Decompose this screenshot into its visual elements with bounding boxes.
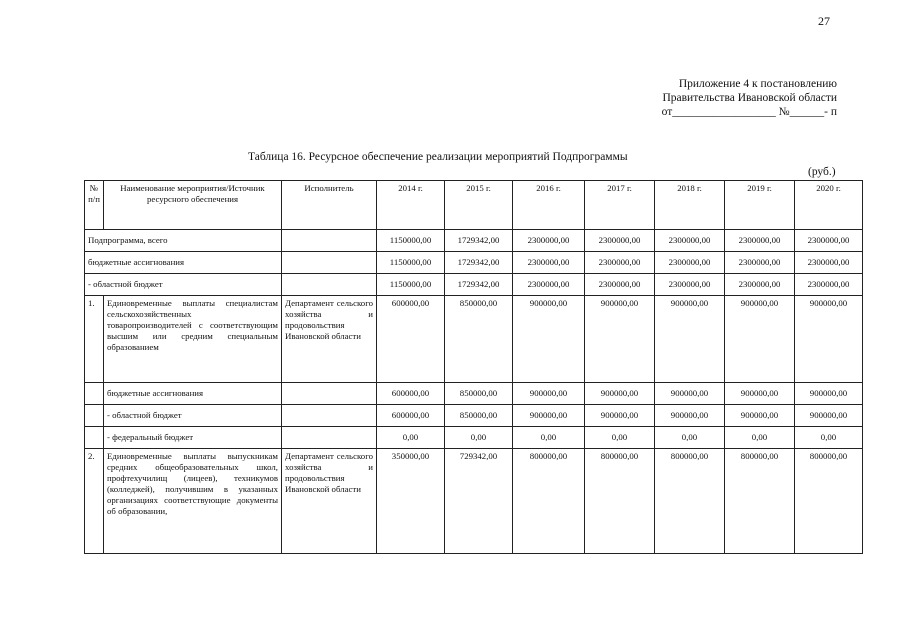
row-executor <box>282 274 377 296</box>
value-cell: 900000,00 <box>795 296 863 383</box>
table-row-item-1-federal-budget <box>85 427 863 449</box>
value-cell: 2300000,00 <box>655 230 725 252</box>
value-cell: 0,00 <box>377 427 445 449</box>
row-executor <box>282 427 377 449</box>
row-num-empty <box>85 405 104 427</box>
value-cell: 900000,00 <box>513 296 585 383</box>
row-executor <box>282 252 377 274</box>
resource-table <box>84 180 863 554</box>
table-row-budget-allocations <box>85 252 863 274</box>
value-cell: 900000,00 <box>513 405 585 427</box>
appendix-header <box>620 77 837 119</box>
row-label: - областной бюджет <box>85 274 282 296</box>
header-num: № п/п <box>85 181 104 230</box>
value-cell: 2300000,00 <box>795 252 863 274</box>
value-cell: 900000,00 <box>655 296 725 383</box>
header-executor: Исполнитель <box>282 181 377 230</box>
row-label: - федеральный бюджет <box>104 427 282 449</box>
table-row-item-1-budget-allocations <box>85 383 863 405</box>
item-executor: Департамент сельского хозяйства и продовольствия Ивановской области <box>282 296 377 383</box>
value-cell: 900000,00 <box>725 405 795 427</box>
row-label: бюджетные ассигнования <box>85 252 282 274</box>
value-cell: 900000,00 <box>795 405 863 427</box>
item-name: Единовременные выплаты выпускникам средних общеобразовательных школ, профтехучилищ (лицеев), техникумов (колледжей), получившим в указанных организациях соответствующие документы об образовании, <box>104 449 282 554</box>
value-cell: 1729342,00 <box>445 252 513 274</box>
value-cell: 800000,00 <box>795 449 863 554</box>
table-row-item-2 <box>85 449 863 554</box>
item-number: 1. <box>85 296 104 383</box>
value-cell: 2300000,00 <box>513 252 585 274</box>
value-cell: 2300000,00 <box>725 252 795 274</box>
value-cell: 729342,00 <box>445 449 513 554</box>
value-cell: 2300000,00 <box>655 252 725 274</box>
appendix-line-3: от__________________ №______- п <box>661 106 837 118</box>
header-year-2017: 2017 г. <box>585 181 655 230</box>
value-cell: 1729342,00 <box>445 230 513 252</box>
value-cell: 800000,00 <box>655 449 725 554</box>
row-label: бюджетные ассигнования <box>104 383 282 405</box>
header-year-2014: 2014 г. <box>377 181 445 230</box>
value-cell: 600000,00 <box>377 405 445 427</box>
header-year-2015: 2015 г. <box>445 181 513 230</box>
row-label: - областной бюджет <box>104 405 282 427</box>
item-name: Единовременные выплаты специалистам сельскохозяйственных товаропроизводителей с соответствующим высшим или средним специальным образованием <box>104 296 282 383</box>
value-cell: 2300000,00 <box>513 230 585 252</box>
unit-label: (руб.) <box>808 166 836 178</box>
page-number: 27 <box>818 14 830 28</box>
table-row-item-1 <box>85 296 863 383</box>
value-cell: 0,00 <box>795 427 863 449</box>
header-year-2019: 2019 г. <box>725 181 795 230</box>
value-cell: 0,00 <box>513 427 585 449</box>
row-num-empty <box>85 427 104 449</box>
table-row-regional-budget <box>85 274 863 296</box>
value-cell: 2300000,00 <box>513 274 585 296</box>
value-cell: 900000,00 <box>655 383 725 405</box>
value-cell: 900000,00 <box>655 405 725 427</box>
value-cell: 0,00 <box>585 427 655 449</box>
value-cell: 1150000,00 <box>377 252 445 274</box>
row-num-empty <box>85 383 104 405</box>
row-executor <box>282 383 377 405</box>
value-cell: 2300000,00 <box>585 252 655 274</box>
header-year-2018: 2018 г. <box>655 181 725 230</box>
row-executor <box>282 230 377 252</box>
value-cell: 2300000,00 <box>585 230 655 252</box>
item-number: 2. <box>85 449 104 554</box>
value-cell: 1150000,00 <box>377 274 445 296</box>
header-year-2020: 2020 г. <box>795 181 863 230</box>
value-cell: 2300000,00 <box>795 274 863 296</box>
value-cell: 2300000,00 <box>725 274 795 296</box>
value-cell: 850000,00 <box>445 383 513 405</box>
table-row-item-1-regional-budget <box>85 405 863 427</box>
value-cell: 900000,00 <box>585 296 655 383</box>
value-cell: 2300000,00 <box>585 274 655 296</box>
table-row-subprogram-total <box>85 230 863 252</box>
value-cell: 2300000,00 <box>655 274 725 296</box>
value-cell: 1150000,00 <box>377 230 445 252</box>
item-executor: Департамент сельского хозяйства и продовольствия Ивановской области <box>282 449 377 554</box>
value-cell: 0,00 <box>445 427 513 449</box>
value-cell: 0,00 <box>725 427 795 449</box>
value-cell: 800000,00 <box>585 449 655 554</box>
value-cell: 800000,00 <box>513 449 585 554</box>
value-cell: 2300000,00 <box>795 230 863 252</box>
value-cell: 850000,00 <box>445 296 513 383</box>
value-cell: 600000,00 <box>377 296 445 383</box>
header-name: Наименование мероприятия/Источник ресурсного обеспечения <box>104 181 282 230</box>
value-cell: 850000,00 <box>445 405 513 427</box>
value-cell: 2300000,00 <box>725 230 795 252</box>
value-cell: 900000,00 <box>725 383 795 405</box>
appendix-line-1: Приложение 4 к постановлению <box>678 78 837 90</box>
row-executor <box>282 405 377 427</box>
row-label: Подпрограмма, всего <box>85 230 282 252</box>
value-cell: 800000,00 <box>725 449 795 554</box>
value-cell: 1729342,00 <box>445 274 513 296</box>
value-cell: 900000,00 <box>585 383 655 405</box>
appendix-line-2: Правительства Ивановской области <box>662 92 837 104</box>
value-cell: 0,00 <box>655 427 725 449</box>
table-header-row <box>85 181 863 230</box>
value-cell: 900000,00 <box>795 383 863 405</box>
value-cell: 900000,00 <box>513 383 585 405</box>
value-cell: 350000,00 <box>377 449 445 554</box>
value-cell: 900000,00 <box>725 296 795 383</box>
value-cell: 900000,00 <box>585 405 655 427</box>
value-cell: 600000,00 <box>377 383 445 405</box>
header-year-2016: 2016 г. <box>513 181 585 230</box>
table-title: Таблица 16. Ресурсное обеспечение реализации мероприятий Подпрограммы <box>248 151 628 163</box>
